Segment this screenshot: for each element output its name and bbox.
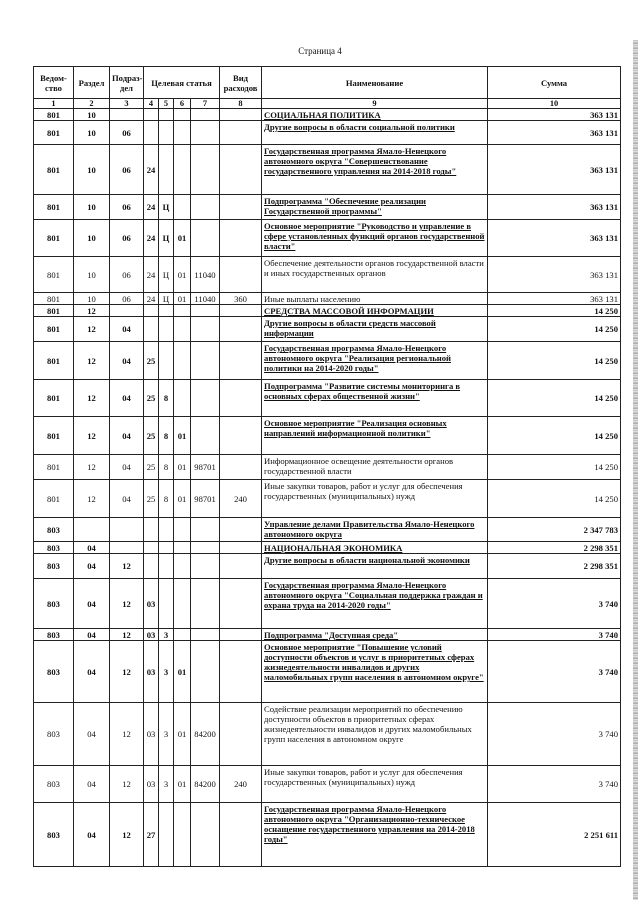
cell-target-subprogram: Ц xyxy=(159,195,174,220)
cell-target-subprogram xyxy=(159,803,174,867)
column-number-row xyxy=(34,99,621,109)
cell-razdel: 10 xyxy=(74,121,110,145)
table-row xyxy=(34,766,621,803)
cell-target-event xyxy=(174,342,191,380)
cell-razdel: 12 xyxy=(74,305,110,317)
cell-target-direction: 98701 xyxy=(191,455,220,480)
cell-sum: 3 740 xyxy=(488,579,621,629)
cell-ved: 801 xyxy=(34,380,74,417)
cell-ved: 801 xyxy=(34,305,74,317)
cell-ved: 803 xyxy=(34,766,74,803)
cell-podrazdel xyxy=(110,518,144,542)
cell-razdel: 10 xyxy=(74,109,110,121)
cell-ved: 801 xyxy=(34,257,74,293)
cell-target-event: 01 xyxy=(174,455,191,480)
cell-target-subprogram: 3 xyxy=(159,629,174,641)
cell-target-program: 03 xyxy=(144,641,159,703)
col-num: 4 xyxy=(144,99,159,109)
cell-ved: 803 xyxy=(34,554,74,579)
col-num: 8 xyxy=(220,99,262,109)
cell-name: Государственная программа Ямало-Ненецкого автономного округа "Реализация региональной политики на 2014-2020 годы" xyxy=(262,342,488,380)
header-vid: Вид расходов xyxy=(220,67,262,99)
cell-target-subprogram xyxy=(159,109,174,121)
cell-target-event: 01 xyxy=(174,220,191,257)
cell-name: Другие вопросы в области социальной политики xyxy=(262,121,488,145)
cell-vid xyxy=(220,121,262,145)
cell-name: Подпрограмма "Обеспечение реализации Государственной программы" xyxy=(262,195,488,220)
cell-target-program: 25 xyxy=(144,455,159,480)
cell-podrazdel: 06 xyxy=(110,257,144,293)
cell-ved: 803 xyxy=(34,542,74,554)
cell-target-event xyxy=(174,305,191,317)
table-row xyxy=(34,542,621,554)
budget-table xyxy=(33,66,621,867)
cell-vid xyxy=(220,220,262,257)
cell-name: Государственная программа Ямало-Ненецкого автономного округа "Организационно-техническое оснащение государственного управления на 2014-2018 годы" xyxy=(262,803,488,867)
cell-podrazdel: 12 xyxy=(110,579,144,629)
cell-ved: 801 xyxy=(34,417,74,455)
cell-sum: 14 250 xyxy=(488,480,621,518)
cell-sum: 363 131 xyxy=(488,109,621,121)
cell-name: Иные закупки товаров, работ и услуг для обеспечения государственных (муниципальных) нужд xyxy=(262,480,488,518)
cell-ved: 803 xyxy=(34,703,74,766)
table-row xyxy=(34,380,621,417)
cell-target-program: 03 xyxy=(144,579,159,629)
cell-vid xyxy=(220,417,262,455)
cell-vid xyxy=(220,641,262,703)
cell-target-event xyxy=(174,380,191,417)
cell-podrazdel: 04 xyxy=(110,342,144,380)
cell-razdel: 12 xyxy=(74,480,110,518)
cell-sum: 363 131 xyxy=(488,220,621,257)
cell-target-subprogram: Ц xyxy=(159,257,174,293)
cell-target-direction xyxy=(191,109,220,121)
cell-sum: 3 740 xyxy=(488,629,621,641)
header-ved: Ведом-ство xyxy=(34,67,74,99)
cell-ved: 801 xyxy=(34,121,74,145)
cell-target-program: 27 xyxy=(144,803,159,867)
cell-sum: 3 740 xyxy=(488,766,621,803)
cell-ved: 801 xyxy=(34,317,74,342)
cell-ved: 803 xyxy=(34,803,74,867)
table-row xyxy=(34,803,621,867)
col-num: 9 xyxy=(262,99,488,109)
cell-target-program: 24 xyxy=(144,220,159,257)
cell-target-subprogram xyxy=(159,542,174,554)
table-row xyxy=(34,145,621,195)
cell-target-event: 01 xyxy=(174,703,191,766)
cell-target-program xyxy=(144,305,159,317)
cell-target-subprogram xyxy=(159,145,174,195)
cell-name: НАЦИОНАЛЬНАЯ ЭКОНОМИКА xyxy=(262,542,488,554)
cell-target-event xyxy=(174,317,191,342)
header-razdel: Раздел xyxy=(74,67,110,99)
cell-name: Государственная программа Ямало-Ненецкого автономного округа "Совершенствование государственного управления на 2014-2018 годы" xyxy=(262,145,488,195)
cell-vid xyxy=(220,629,262,641)
cell-podrazdel: 06 xyxy=(110,220,144,257)
cell-ved: 801 xyxy=(34,220,74,257)
cell-target-subprogram xyxy=(159,305,174,317)
cell-target-subprogram: Ц xyxy=(159,220,174,257)
cell-razdel: 10 xyxy=(74,257,110,293)
cell-target-event: 01 xyxy=(174,257,191,293)
cell-sum: 363 131 xyxy=(488,257,621,293)
cell-podrazdel xyxy=(110,305,144,317)
cell-podrazdel: 04 xyxy=(110,380,144,417)
cell-target-direction: 84200 xyxy=(191,766,220,803)
cell-target-direction xyxy=(191,380,220,417)
table-row xyxy=(34,480,621,518)
cell-target-program: 25 xyxy=(144,417,159,455)
cell-razdel xyxy=(74,518,110,542)
cell-target-direction xyxy=(191,342,220,380)
cell-target-subprogram xyxy=(159,518,174,542)
cell-vid xyxy=(220,380,262,417)
cell-ved: 801 xyxy=(34,293,74,305)
cell-target-event xyxy=(174,579,191,629)
cell-target-subprogram: 3 xyxy=(159,703,174,766)
cell-target-event xyxy=(174,195,191,220)
cell-vid xyxy=(220,803,262,867)
cell-sum: 14 250 xyxy=(488,417,621,455)
cell-target-event xyxy=(174,803,191,867)
cell-target-program: 24 xyxy=(144,145,159,195)
cell-target-direction: 11040 xyxy=(191,293,220,305)
cell-target-program: 24 xyxy=(144,257,159,293)
cell-target-subprogram xyxy=(159,121,174,145)
cell-target-event xyxy=(174,518,191,542)
cell-sum: 363 131 xyxy=(488,121,621,145)
cell-sum: 363 131 xyxy=(488,195,621,220)
cell-vid: 360 xyxy=(220,293,262,305)
cell-target-direction xyxy=(191,417,220,455)
cell-podrazdel: 06 xyxy=(110,293,144,305)
col-num: 10 xyxy=(488,99,621,109)
cell-name: Информационное освещение деятельности органов государственной власти xyxy=(262,455,488,480)
cell-target-program xyxy=(144,317,159,342)
header-name: Наименование xyxy=(262,67,488,99)
table-row xyxy=(34,579,621,629)
cell-podrazdel: 04 xyxy=(110,317,144,342)
cell-podrazdel: 04 xyxy=(110,417,144,455)
cell-razdel: 12 xyxy=(74,417,110,455)
cell-vid xyxy=(220,518,262,542)
table-row xyxy=(34,121,621,145)
cell-target-direction xyxy=(191,195,220,220)
cell-target-program: 24 xyxy=(144,293,159,305)
cell-name: Другие вопросы в области средств массовой информации xyxy=(262,317,488,342)
scan-edge xyxy=(633,40,638,900)
cell-vid xyxy=(220,109,262,121)
cell-target-subprogram: 3 xyxy=(159,641,174,703)
cell-target-event: 01 xyxy=(174,293,191,305)
table-row xyxy=(34,554,621,579)
cell-vid xyxy=(220,195,262,220)
header-celevaya: Целевая статья xyxy=(144,67,220,99)
cell-target-program: 03 xyxy=(144,766,159,803)
cell-target-event xyxy=(174,121,191,145)
cell-sum: 2 347 783 xyxy=(488,518,621,542)
cell-razdel: 10 xyxy=(74,293,110,305)
cell-target-direction: 11040 xyxy=(191,257,220,293)
cell-target-subprogram: 8 xyxy=(159,480,174,518)
cell-target-direction xyxy=(191,629,220,641)
cell-razdel: 12 xyxy=(74,342,110,380)
cell-podrazdel xyxy=(110,542,144,554)
cell-target-direction xyxy=(191,803,220,867)
table-row xyxy=(34,195,621,220)
cell-sum: 14 250 xyxy=(488,380,621,417)
cell-razdel: 12 xyxy=(74,455,110,480)
cell-target-direction xyxy=(191,220,220,257)
page-number: Страница 4 xyxy=(298,46,342,56)
cell-target-direction xyxy=(191,305,220,317)
cell-ved: 801 xyxy=(34,109,74,121)
cell-podrazdel: 06 xyxy=(110,145,144,195)
cell-target-program: 03 xyxy=(144,629,159,641)
cell-razdel: 12 xyxy=(74,380,110,417)
cell-podrazdel: 12 xyxy=(110,766,144,803)
cell-razdel: 04 xyxy=(74,579,110,629)
col-num: 1 xyxy=(34,99,74,109)
cell-vid xyxy=(220,455,262,480)
cell-sum: 14 250 xyxy=(488,317,621,342)
cell-podrazdel: 12 xyxy=(110,641,144,703)
cell-ved: 803 xyxy=(34,579,74,629)
cell-razdel: 04 xyxy=(74,766,110,803)
cell-vid xyxy=(220,554,262,579)
cell-target-event: 01 xyxy=(174,417,191,455)
cell-target-subprogram: 8 xyxy=(159,380,174,417)
col-num: 3 xyxy=(110,99,144,109)
table-row xyxy=(34,317,621,342)
cell-ved: 803 xyxy=(34,518,74,542)
table-row xyxy=(34,220,621,257)
cell-target-program xyxy=(144,109,159,121)
cell-razdel: 04 xyxy=(74,803,110,867)
cell-target-direction: 98701 xyxy=(191,480,220,518)
col-num: 2 xyxy=(74,99,110,109)
cell-target-event: 01 xyxy=(174,480,191,518)
cell-ved: 801 xyxy=(34,480,74,518)
table-row xyxy=(34,342,621,380)
cell-razdel: 12 xyxy=(74,317,110,342)
table-row xyxy=(34,703,621,766)
cell-razdel: 04 xyxy=(74,703,110,766)
table-row xyxy=(34,417,621,455)
cell-ved: 801 xyxy=(34,145,74,195)
cell-name: Содействие реализации мероприятий по обеспечению доступности объектов в приоритетных сферах жизнедеятельности инвалидов и других маломобильных групп населения в автономном округе xyxy=(262,703,488,766)
cell-sum: 2 298 351 xyxy=(488,542,621,554)
cell-target-direction: 84200 xyxy=(191,703,220,766)
cell-target-event xyxy=(174,145,191,195)
cell-podrazdel: 06 xyxy=(110,121,144,145)
cell-podrazdel: 12 xyxy=(110,629,144,641)
cell-name: Управление делами Правительства Ямало-Ненецкого автономного округа xyxy=(262,518,488,542)
cell-podrazdel: 12 xyxy=(110,554,144,579)
table-row xyxy=(34,305,621,317)
cell-razdel: 04 xyxy=(74,629,110,641)
cell-target-direction xyxy=(191,121,220,145)
cell-razdel: 10 xyxy=(74,145,110,195)
cell-name: Основное мероприятие "Реализация основных направлений информационной политики" xyxy=(262,417,488,455)
cell-target-event xyxy=(174,109,191,121)
cell-sum: 2 251 611 xyxy=(488,803,621,867)
table-row xyxy=(34,629,621,641)
table-row xyxy=(34,518,621,542)
cell-podrazdel: 04 xyxy=(110,455,144,480)
table-row xyxy=(34,641,621,703)
cell-podrazdel xyxy=(110,109,144,121)
cell-target-event: 01 xyxy=(174,766,191,803)
cell-sum: 363 131 xyxy=(488,145,621,195)
col-num: 6 xyxy=(174,99,191,109)
cell-name: Иные выплаты населению xyxy=(262,293,488,305)
cell-target-subprogram: Ц xyxy=(159,293,174,305)
cell-sum: 14 250 xyxy=(488,455,621,480)
cell-target-subprogram xyxy=(159,317,174,342)
cell-target-subprogram xyxy=(159,342,174,380)
cell-vid xyxy=(220,542,262,554)
cell-target-direction xyxy=(191,542,220,554)
cell-sum: 14 250 xyxy=(488,342,621,380)
col-num: 7 xyxy=(191,99,220,109)
cell-ved: 801 xyxy=(34,342,74,380)
cell-razdel: 04 xyxy=(74,641,110,703)
cell-name: Основное мероприятие "Руководство и управление в сфере установленных функций органов государственной власти" xyxy=(262,220,488,257)
cell-target-subprogram: 3 xyxy=(159,766,174,803)
cell-name: Подпрограмма "Доступная среда" xyxy=(262,629,488,641)
table-row xyxy=(34,293,621,305)
cell-vid xyxy=(220,703,262,766)
cell-vid xyxy=(220,305,262,317)
cell-target-direction xyxy=(191,145,220,195)
col-num: 5 xyxy=(159,99,174,109)
cell-target-program: 24 xyxy=(144,195,159,220)
cell-target-program xyxy=(144,554,159,579)
cell-target-subprogram: 8 xyxy=(159,417,174,455)
table-row xyxy=(34,257,621,293)
table-row xyxy=(34,109,621,121)
cell-target-program xyxy=(144,121,159,145)
cell-target-program: 25 xyxy=(144,342,159,380)
cell-target-direction xyxy=(191,641,220,703)
cell-sum: 14 250 xyxy=(488,305,621,317)
cell-target-event xyxy=(174,542,191,554)
cell-sum: 3 740 xyxy=(488,641,621,703)
cell-vid: 240 xyxy=(220,480,262,518)
cell-target-program xyxy=(144,542,159,554)
cell-target-direction xyxy=(191,579,220,629)
cell-name: Иные закупки товаров, работ и услуг для обеспечения государственных (муниципальных) нужд xyxy=(262,766,488,803)
cell-name: Другие вопросы в области национальной экономики xyxy=(262,554,488,579)
cell-name: Обеспечение деятельности органов государственной власти и иных государственных органов xyxy=(262,257,488,293)
header-row xyxy=(34,67,621,99)
cell-vid xyxy=(220,342,262,380)
cell-vid xyxy=(220,579,262,629)
cell-name: Основное мероприятие "Повышение условий доступности объектов и услуг в приоритетных сферах жизнедеятельности инвалидов и других маломобильных групп населения в автономном округе" xyxy=(262,641,488,703)
cell-podrazdel: 12 xyxy=(110,703,144,766)
cell-ved: 803 xyxy=(34,641,74,703)
cell-target-subprogram: 8 xyxy=(159,455,174,480)
cell-name: Подпрограмма "Развитие системы мониторинга в основных сферах общественной жизни" xyxy=(262,380,488,417)
cell-sum: 3 740 xyxy=(488,703,621,766)
cell-target-program: 25 xyxy=(144,380,159,417)
cell-target-subprogram xyxy=(159,554,174,579)
cell-razdel: 10 xyxy=(74,195,110,220)
header-podrazdel: Подраз-дел xyxy=(110,67,144,99)
cell-ved: 801 xyxy=(34,195,74,220)
cell-target-direction xyxy=(191,554,220,579)
cell-razdel: 04 xyxy=(74,554,110,579)
cell-name: СРЕДСТВА МАССОВОЙ ИНФОРМАЦИИ xyxy=(262,305,488,317)
cell-razdel: 04 xyxy=(74,542,110,554)
cell-razdel: 10 xyxy=(74,220,110,257)
cell-vid: 240 xyxy=(220,766,262,803)
cell-podrazdel: 12 xyxy=(110,803,144,867)
cell-vid xyxy=(220,257,262,293)
cell-vid xyxy=(220,317,262,342)
cell-name: СОЦИАЛЬНАЯ ПОЛИТИКА xyxy=(262,109,488,121)
cell-name: Государственная программа Ямало-Ненецкого автономного округа "Социальная поддержка граждан и охрана труда на 2014-2020 годы" xyxy=(262,579,488,629)
cell-podrazdel: 06 xyxy=(110,195,144,220)
cell-target-direction xyxy=(191,317,220,342)
cell-ved: 803 xyxy=(34,629,74,641)
cell-target-program: 25 xyxy=(144,480,159,518)
cell-target-program: 03 xyxy=(144,703,159,766)
cell-target-subprogram xyxy=(159,579,174,629)
cell-sum: 2 298 351 xyxy=(488,554,621,579)
cell-ved: 801 xyxy=(34,455,74,480)
table-row xyxy=(34,455,621,480)
cell-target-direction xyxy=(191,518,220,542)
header-summa: Сумма xyxy=(488,67,621,99)
cell-target-event xyxy=(174,554,191,579)
cell-target-event: 01 xyxy=(174,641,191,703)
cell-sum: 363 131 xyxy=(488,293,621,305)
cell-target-program xyxy=(144,518,159,542)
cell-vid xyxy=(220,145,262,195)
cell-target-event xyxy=(174,629,191,641)
cell-podrazdel: 04 xyxy=(110,480,144,518)
